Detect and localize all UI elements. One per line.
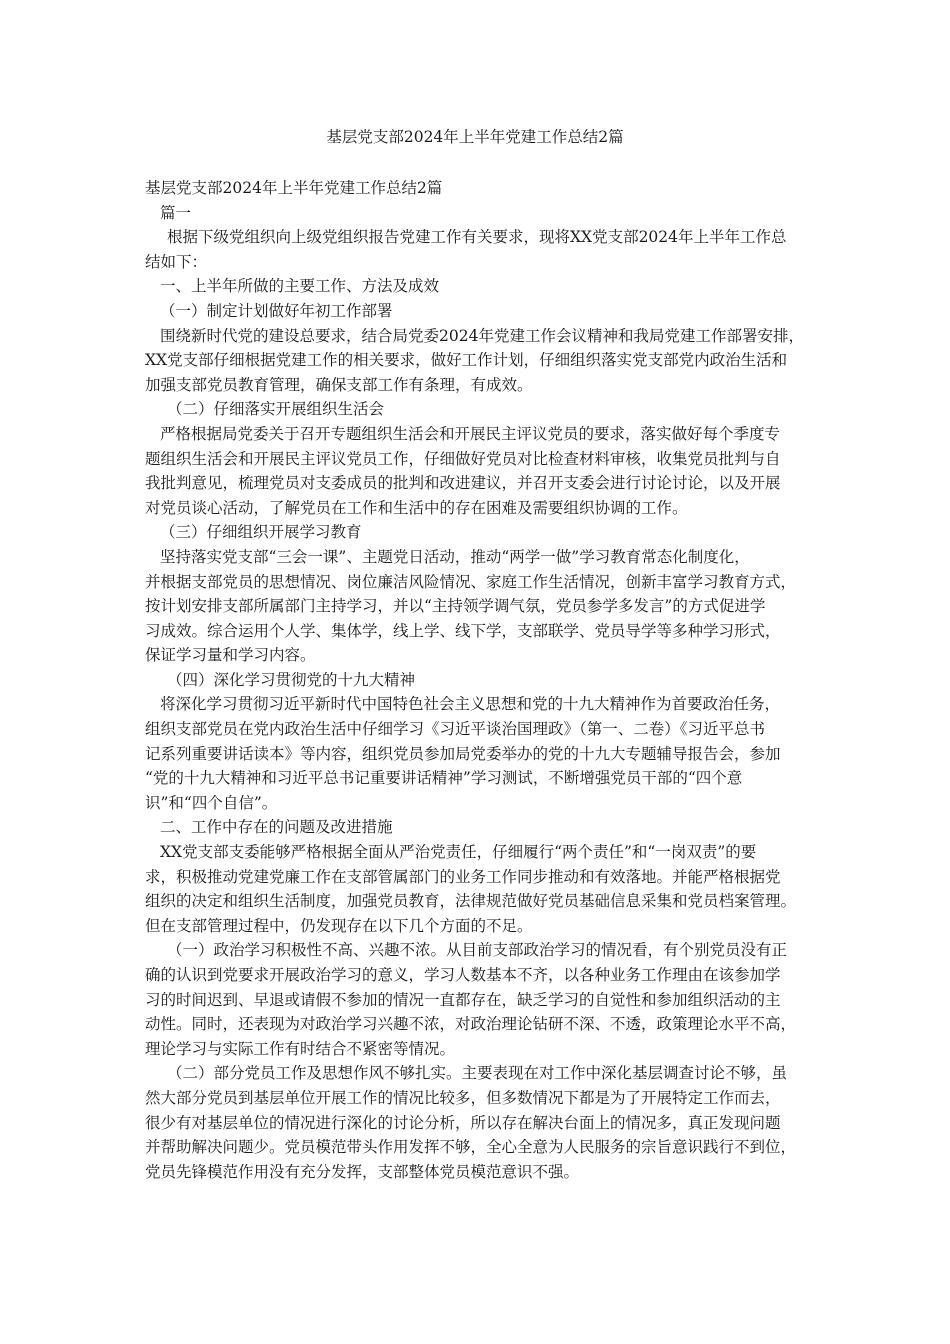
text-line: 识”和“四个自信”。 — [145, 793, 278, 812]
text-line: 记系列重要讲话读本》等内容，组织党员参加局党委举办的党的十九大专题辅导报告会，参加 — [145, 744, 781, 763]
text-line: 基层党支部2024年上半年党建工作总结2篇 — [145, 179, 443, 197]
text-line: （三）仔细组织开展学习教育 — [160, 523, 362, 542]
text-line: 并根据支部党员的思想情况、岗位廉洁风险情况、家庭工作生活情况，创新丰富学习教育方式， — [145, 572, 797, 591]
text-line: 我批判意见，梳理党员对支委成员的批判和改进建议，并召开支委会进行讨论讨论，以及开展 — [145, 474, 781, 493]
text-line: 加强支部党员教育管理，确保支部工作有条理，有成效。 — [145, 375, 533, 394]
text-line: 很少有对基层单位的情况进行深化的讨论分析，所以存在解决台面上的情况多，真正发现问题 — [145, 1113, 781, 1132]
document-title: 基层党支部2024年上半年党建工作总结2篇 — [326, 128, 624, 146]
text-line: 坚持落实党支部“三会一课”、主题党日活动，推动“两学一做”学习教育常态化制度化， — [160, 547, 750, 566]
text-line: （二）部分党员工作及思想作风不够扎实。主要表现在对工作中深化基层调查讨论不够，虽 — [167, 1064, 788, 1083]
text-line: 保证学习量和学习内容。 — [145, 646, 316, 665]
text-line: 求，积极推动党建党廉工作在支部管属部门的业务工作同步推动和有效落地。并能严格根据党 — [145, 867, 781, 886]
text-line: （一）制定计划做好年初工作部署 — [160, 301, 393, 320]
text-line: 二、工作中存在的问题及改进措施 — [160, 818, 393, 837]
text-line: 党员先锋模范作用没有充分发挥，支部整体党员模范意识不强。 — [145, 1162, 580, 1181]
text-line: 习成效。综合运用个人学、集体学，线上学、线下学，支部联学、党员导学等多种学习形式， — [145, 621, 781, 640]
text-line: 根据下级党组织向上级党组织报告党建工作有关要求，现将XX党支部2024年上半年工作总 — [167, 228, 787, 247]
text-line: （一）政治学习积极性不高、兴趣不浓。从目前支部政治学习的情况看，有个别党员没有正 — [167, 941, 788, 960]
text-line: 习的时间迟到、早退或请假不参加的情况一直都存在，缺乏学习的自觉性和参加组织活动的主 — [145, 990, 781, 1009]
text-line: 组织支部党员在党内政治生活中仔细学习《习近平谈治国理政》（第一、二卷）《习近平总书 — [145, 720, 766, 739]
text-line: XX党支部仔细根据党建工作的相关要求，做好工作计划，仔细组织落实党支部党内政治生活和 — [145, 351, 788, 370]
text-line: 并帮助解决问题少。党员模范带头作用发挥不够，全心全意为人民服务的宗旨意识践行不到位， — [145, 1138, 797, 1157]
text-line: 一、上半年所做的主要工作、方法及成效 — [160, 277, 440, 296]
text-line: 将深化学习贯彻习近平新时代中国特色社会主义思想和党的十九大精神作为首要政治任务， — [160, 695, 781, 714]
text-line: （二）仔细落实开展组织生活会 — [167, 400, 385, 419]
text-line: 题组织生活会和开展民主评议党员工作，仔细做好党员对比检查材料审核，收集党员批判与自 — [145, 449, 781, 468]
text-line: 严格根据局党委关于召开专题组织生活会和开展民主评议党员的要求，落实做好每个季度专 — [160, 424, 781, 443]
text-line: 围绕新时代党的建设总要求，结合局党委2024年党建工作会议精神和我局党建工作部署安排， — [160, 326, 804, 345]
text-line: 篇一 — [160, 203, 192, 222]
text-line: 组织的决定和组织生活制度，加强党员教育，法律规范做好党员基础信息采集和党员档案管理。 — [145, 892, 797, 911]
text-line: 然大部分党员到基层单位开展工作的情况比较多，但多数情况下都是为了开展特定工作而去， — [145, 1088, 781, 1107]
text-line: “党的十九大精神和习近平总书记重要讲话精神”学习测试，不断增强党员干部的“四个意 — [145, 769, 743, 788]
text-line: 对党员谈心活动，了解党员在工作和生活中的存在困难及需要组织协调的工作。 — [145, 498, 688, 517]
text-line: 但在支部管理过程中，仍发现存在以下几个方面的不足。 — [145, 916, 533, 935]
document-body — [145, 176, 810, 1184]
text-line: 结如下： — [145, 252, 208, 271]
text-line: 按计划安排支部所属部门主持学习，并以“主持领学调气氛，党员参学多发言”的方式促进学 — [145, 597, 766, 616]
text-line: 理论学习与实际工作有时结合不紧密等情况。 — [145, 1039, 456, 1058]
text-line: 确的认识到党要求开展政治学习的意义，学习人数基本不齐，以各种业务工作理由在该参加学 — [145, 966, 781, 984]
text-line: 动性。同时，还表现为对政治学习兴趣不浓，对政治理论钻研不深、不透，政策理论水平不高， — [145, 1015, 797, 1034]
text-line: XX党支部支委能够严格根据全面从严治党责任，仔细履行“两个责任”和“一岗双责”的要 — [160, 843, 757, 862]
text-line: （四）深化学习贯彻党的十九大精神 — [167, 670, 416, 689]
